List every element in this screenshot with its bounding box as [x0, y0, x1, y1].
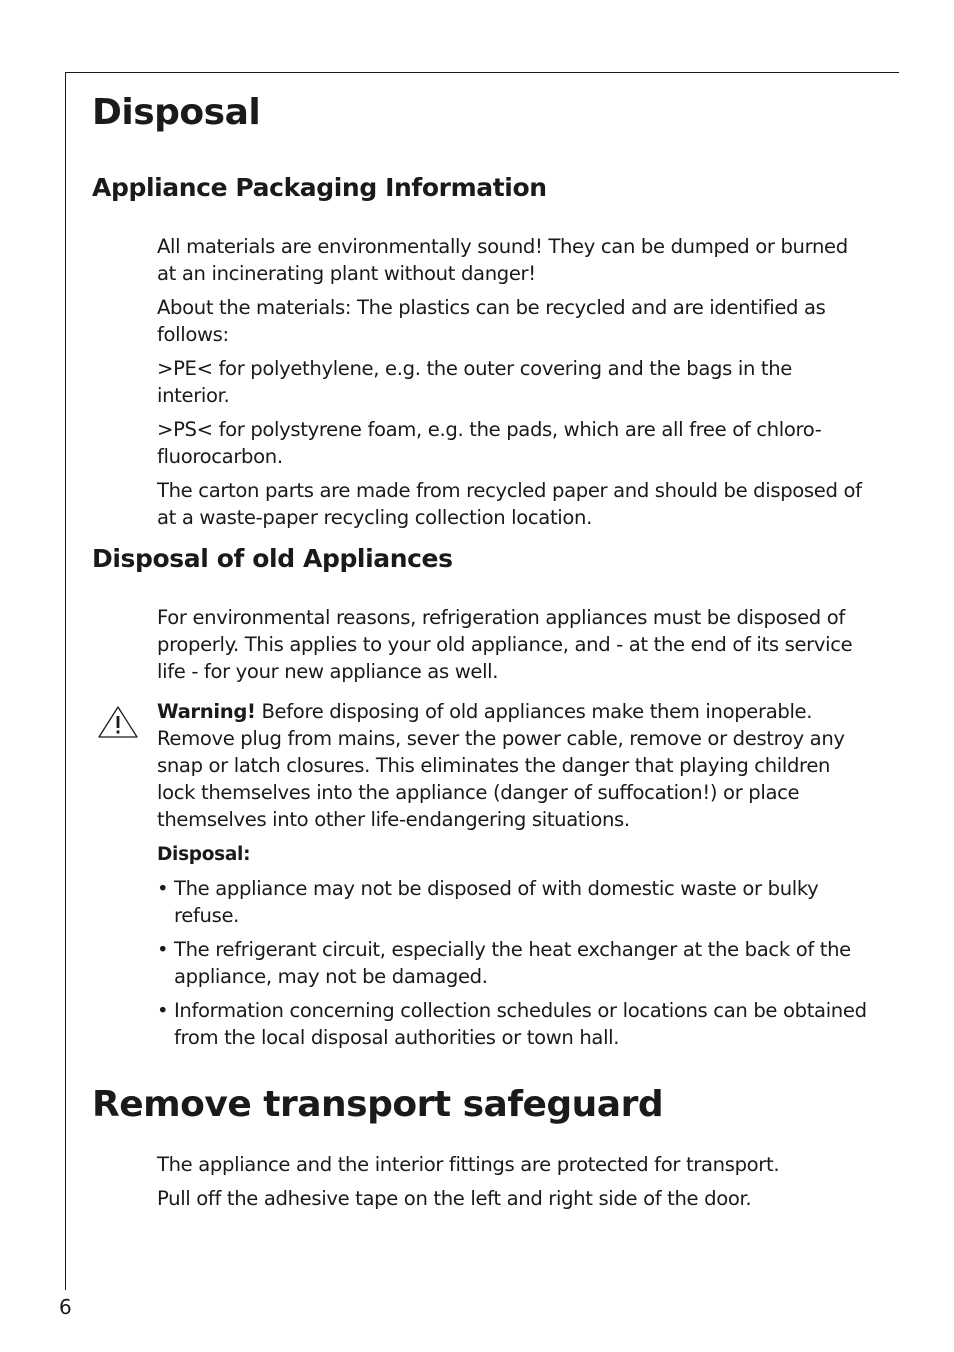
packaging-paragraph-3: >PE< for polyethylene, e.g. the outer covering and the bags in the interior.	[157, 357, 792, 407]
page-left-rule	[65, 72, 66, 1290]
bullet-marker: •	[157, 877, 169, 900]
bullet-text: The refrigerant circuit, especially the heat exchanger at the back of the appliance, may not be damaged.	[174, 938, 851, 988]
disposal-sub-label: Disposal:	[157, 844, 251, 865]
old-appliances-intro: For environmental reasons, refrigeration appliances must be disposed of properly. This applies to your old appliance, and - at the end of its service life - for your new appliance as well.	[157, 606, 853, 683]
old-appliances-heading: Disposal of old Appliances	[92, 544, 453, 573]
packaging-heading: Appliance Packaging Information	[92, 173, 547, 202]
warning-triangle-icon	[96, 704, 140, 740]
warning-text: Before disposing of old appliances make them inoperable. Remove plug from mains, sever the power cable, remove or destroy any snap or latch closures. This eliminates the danger that playing children lock themselves into the appliance (danger of suffocation!) or place themselves into other life-endangering situations.	[157, 700, 845, 831]
bullet-marker: •	[157, 938, 169, 961]
packaging-paragraph-5: The carton parts are made from recycled paper and should be disposed of at a waste-paper recycling collection location.	[157, 479, 862, 529]
packaging-paragraph-1: All materials are environmentally sound! They can be dumped or burned at an incinerating plant without danger!	[157, 235, 848, 285]
packaging-paragraph-4: >PS< for polystyrene foam, e.g. the pads, which are all free of chloro-fluorocarbon.	[157, 418, 822, 468]
transport-paragraph-2: Pull off the adhesive tape on the left and right side of the door.	[157, 1187, 752, 1210]
warning-label: Warning!	[157, 700, 256, 723]
packaging-paragraph-2: About the materials: The plastics can be recycled and are identified as follows:	[157, 296, 826, 346]
bullet-text: Information concerning collection schedules or locations can be obtained from the local disposal authorities or town hall.	[174, 999, 867, 1049]
list-item	[157, 936, 869, 990]
bullet-marker: •	[157, 999, 169, 1022]
transport-paragraph-1: The appliance and the interior fittings are protected for transport.	[157, 1153, 780, 1176]
list-item	[157, 875, 869, 929]
warning-paragraph	[157, 698, 869, 833]
transport-title: Remove transport safeguard	[92, 1084, 664, 1125]
page-top-rule	[65, 72, 899, 73]
bullet-text: The appliance may not be disposed of with domestic waste or bulky refuse.	[174, 877, 819, 927]
disposal-title: Disposal	[92, 92, 261, 133]
list-item	[157, 997, 869, 1051]
page-number: 6	[59, 1295, 72, 1319]
